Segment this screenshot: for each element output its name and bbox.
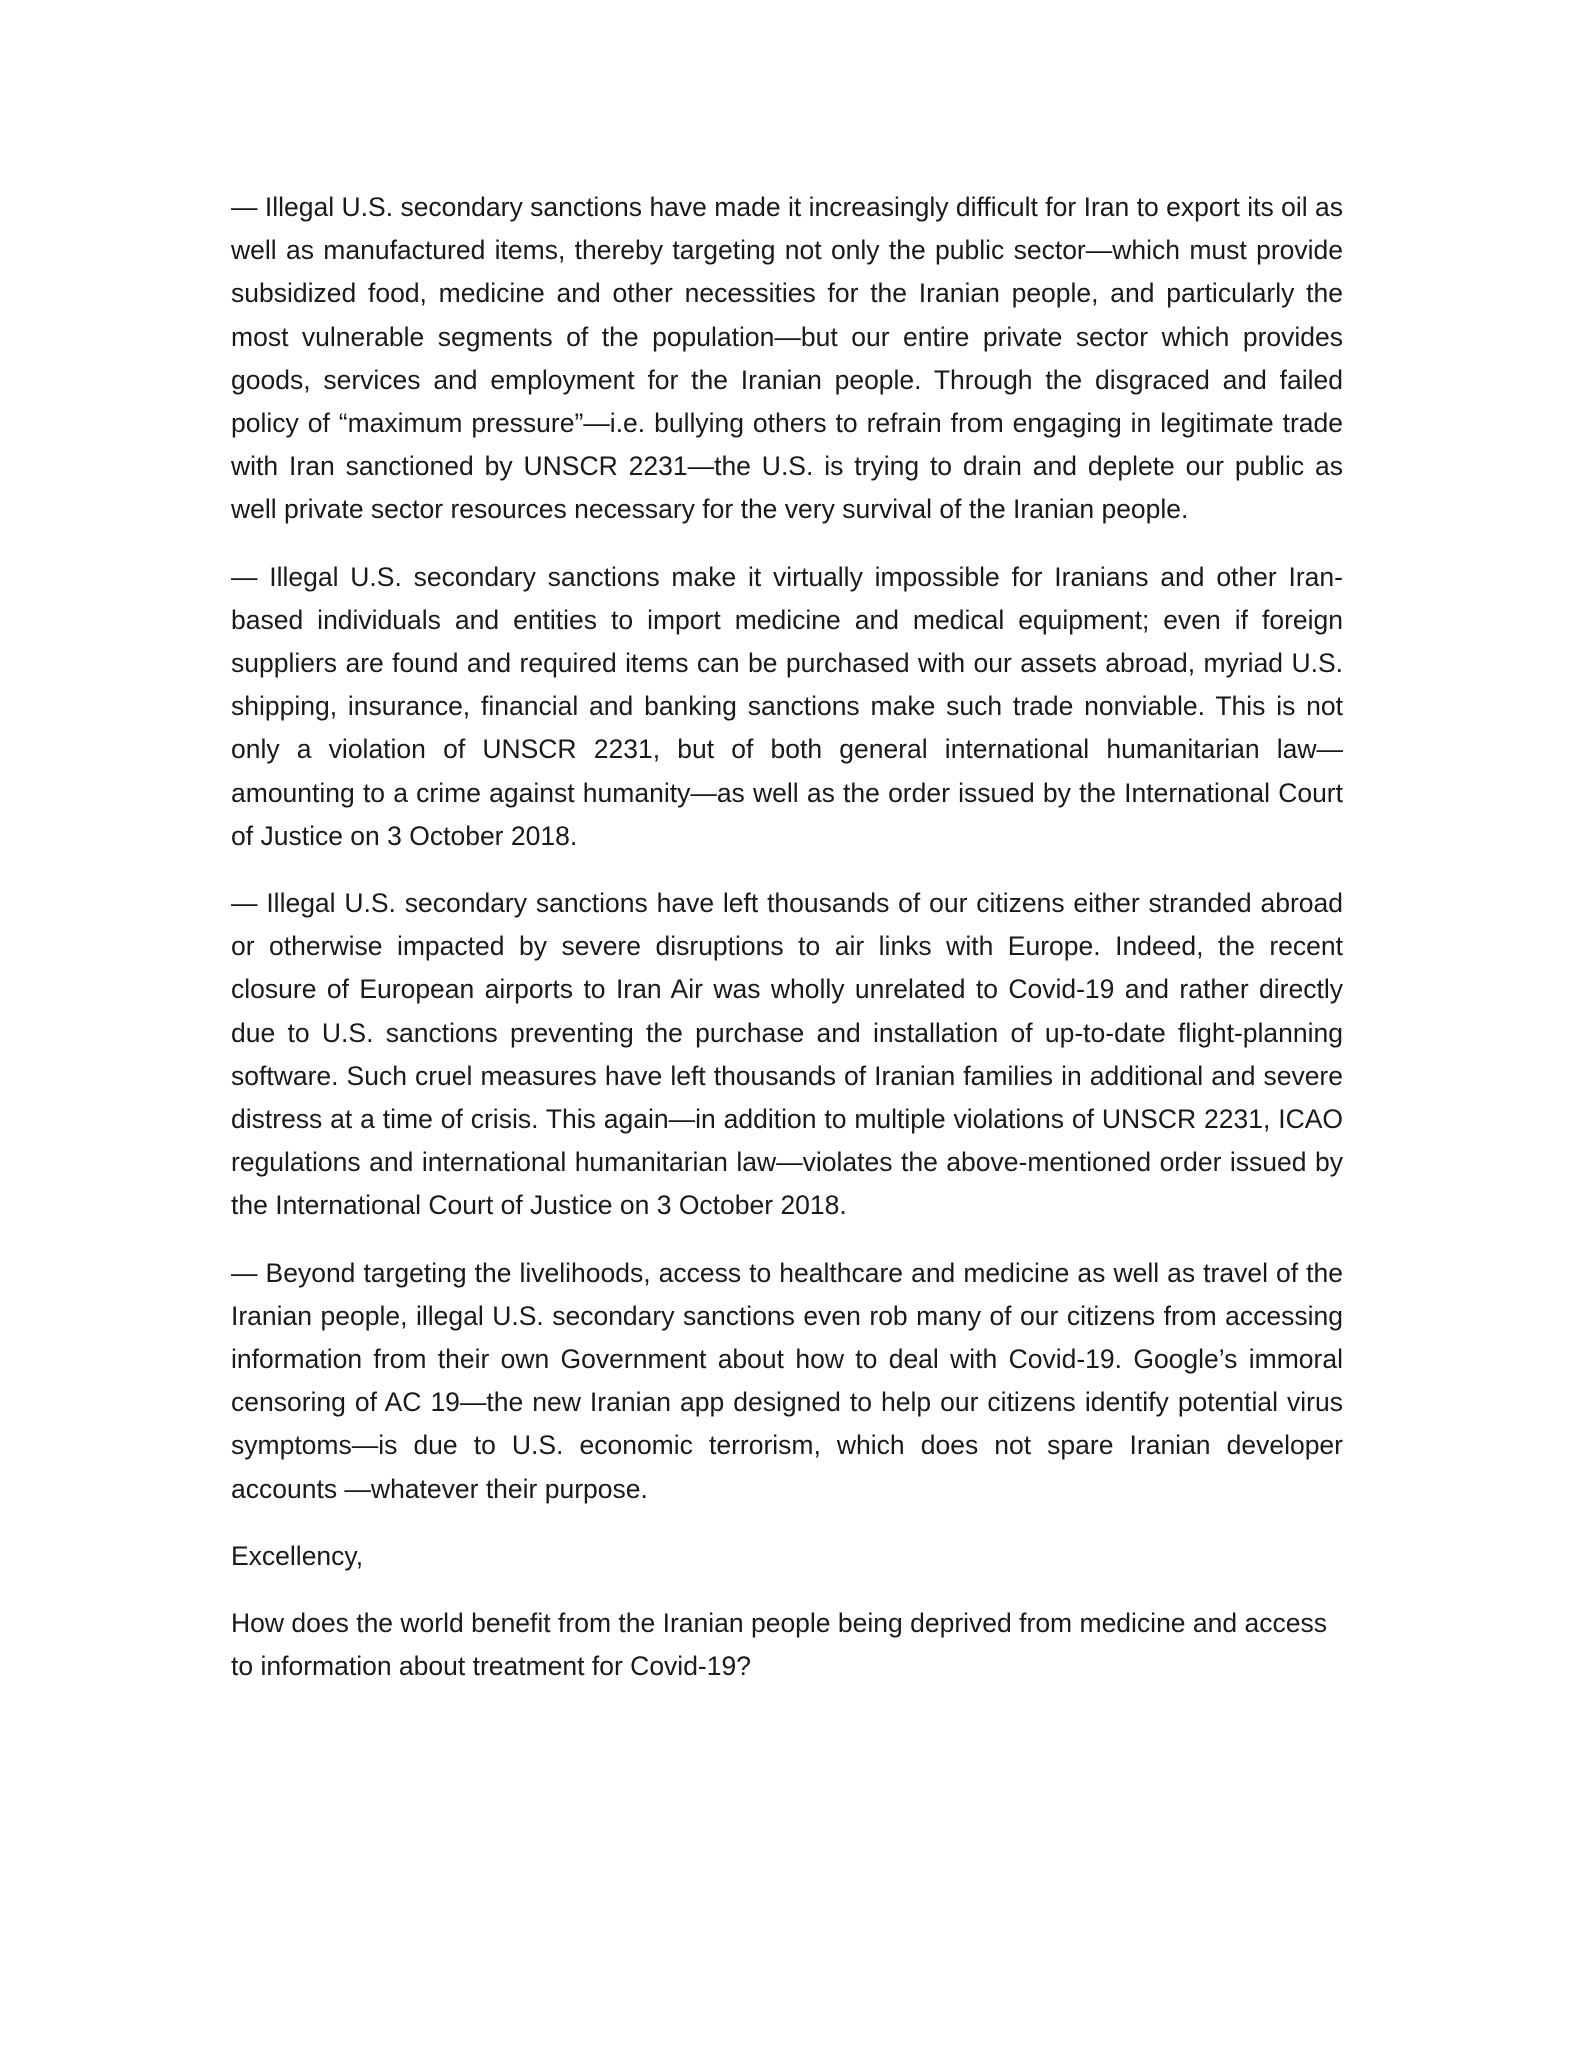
paragraph-oil-exports: — Illegal U.S. secondary sanctions have made it increasingly difficult for Iran to export its oil as well as manufactured items, thereby targeting not only the public sector—which must provide subsidized food, medicine and other necessities for the Iranian people, and particularly the most vulnerable segments of the population—but our entire private sector which provides goods, services and employment for the Iranian people. Through the disgraced and failed policy of “maximum pressure”—i.e. bullying others to refrain from engaging in legitimate trade with Iran sanctioned by UNSCR 2231—the U.S. is trying to drain and deplete our public as well private sector resources necessary for the very survival of the Iranian people. xyxy=(231,192,1343,525)
document-body xyxy=(231,186,1343,1713)
paragraph-information-access: — Beyond targeting the livelihoods, access to healthcare and medicine as well as travel of the Iranian people, illegal U.S. secondary sanctions even rob many of our citizens from accessing information from their own Government about how to deal with Covid-19. Google’s immoral censoring of AC 19—the new Iranian app designed to help our citizens identify potential virus symptoms—is due to U.S. economic terrorism, which does not spare Iranian developer accounts —whatever their purpose. xyxy=(231,1257,1343,1504)
salutation: Excellency, xyxy=(231,1540,364,1571)
paragraph-medicine-imports: — Illegal U.S. secondary sanctions make it virtually impossible for Iranians and other Iran-based individuals and entities to import medicine and medical equipment; even if foreign suppliers are found and required items can be purchased with our assets abroad, myriad U.S. shipping, insurance, financial and banking sanctions make such trade nonviable. This is not only a violation of UNSCR 2231, but of both general international humanitarian law—amounting to a crime against humanity—as well as the order issued by the International Court of Justice on 3 October 2018. xyxy=(231,561,1343,851)
paragraph-question: How does the world benefit from the Iranian people being deprived from medicine and access to information about treatment for Covid-19? xyxy=(231,1608,1327,1682)
paragraph-air-links: — Illegal U.S. secondary sanctions have left thousands of our citizens either stranded abroad or otherwise impacted by severe disruptions to air links with Europe. Indeed, the recent closure of European airports to Iran Air was wholly unrelated to Covid-19 and rather directly due to U.S. sanctions preventing the purchase and installation of up-to-date flight-planning software. Such cruel measures have left thousands of Iranian families in additional and severe distress at a time of crisis. This again—in addition to multiple violations of UNSCR 2231, ICAO regulations and international humanitarian law—violates the above-mentioned order issued by the International Court of Justice on 3 October 2018. xyxy=(231,888,1343,1221)
